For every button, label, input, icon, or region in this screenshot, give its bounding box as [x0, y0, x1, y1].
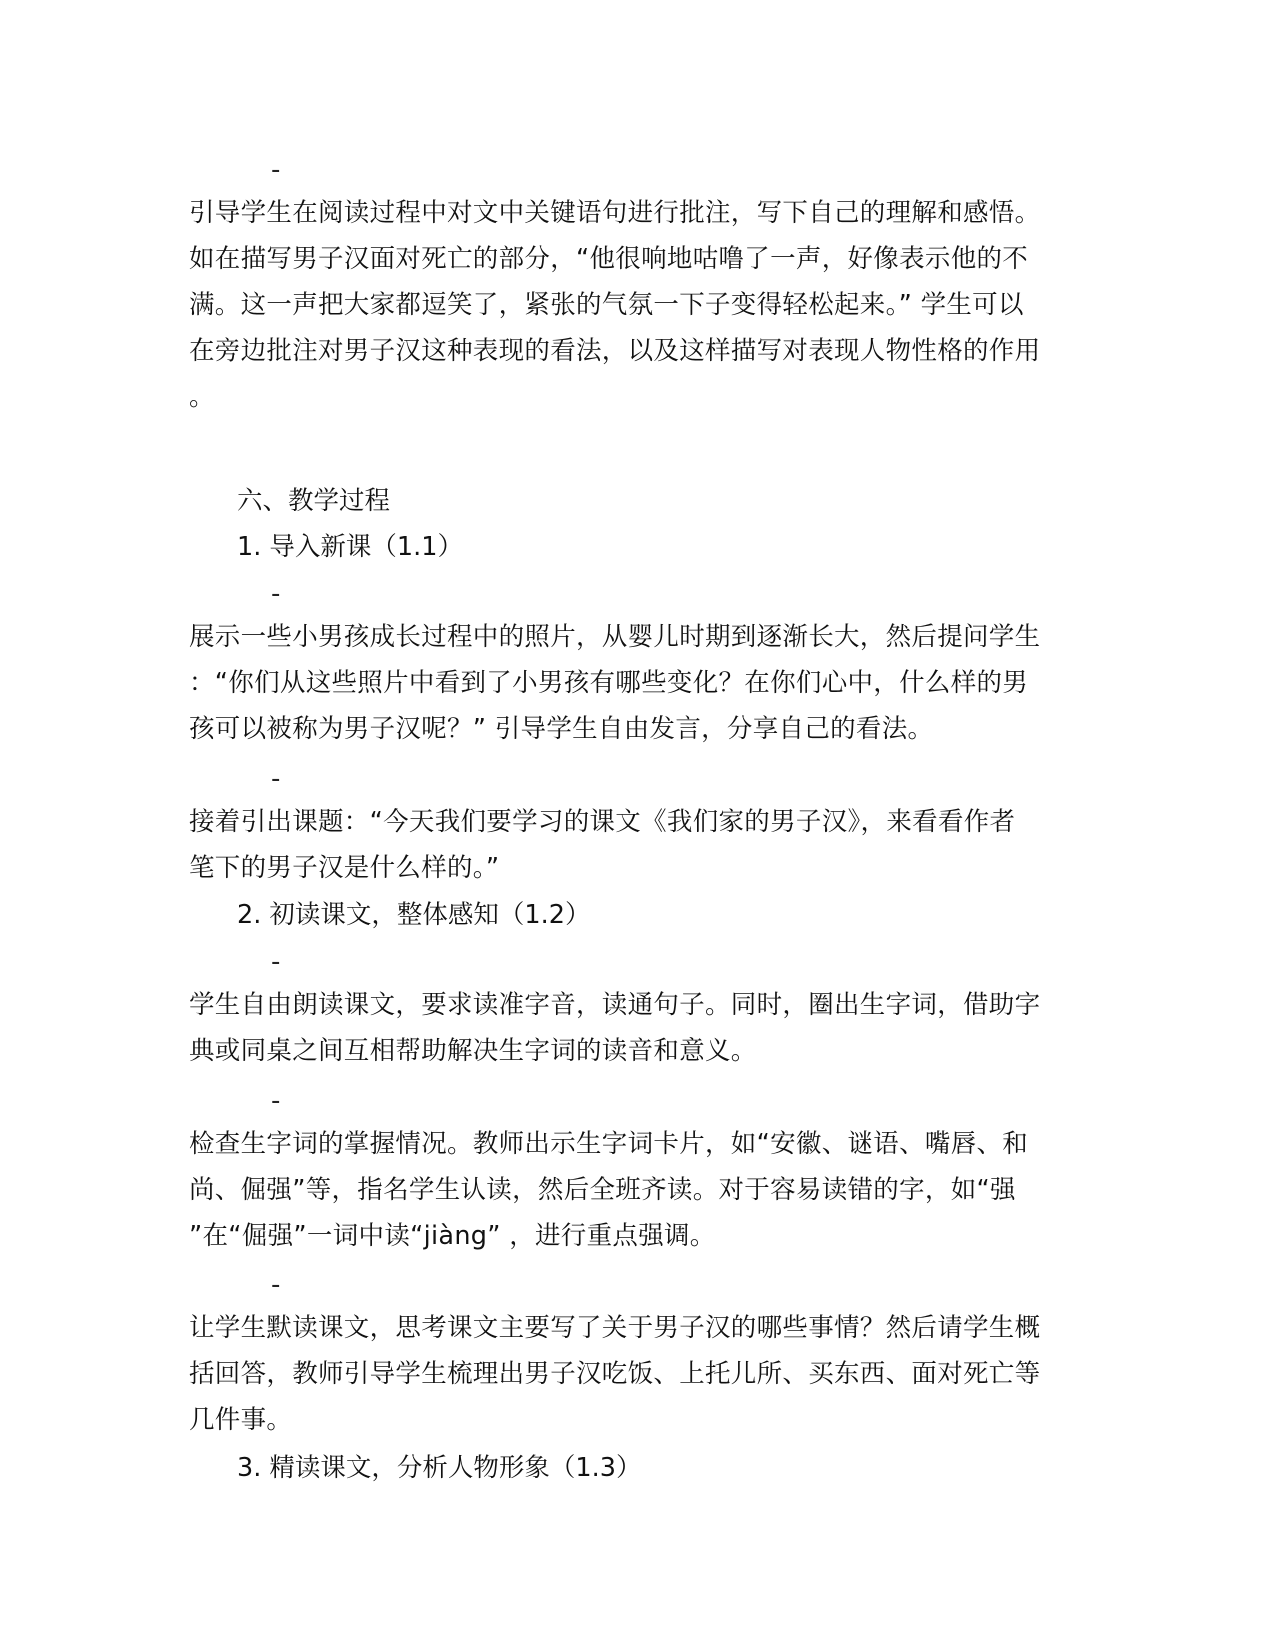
- text-line: 笔下的男子汉是什么样的。”: [189, 853, 500, 883]
- text-line: ”在“倔强”一词中读“jiàng” ，进行重点强调。: [189, 1221, 716, 1251]
- paragraph-read-aloud: [189, 982, 1089, 1074]
- text-line: 孩可以被称为男子汉呢？” 引导学生自由发言，分享自己的看法。: [189, 714, 934, 744]
- text-line: 学生自由朗读课文，要求读准字音，读通句子。同时，圈出生字词，借助字: [189, 990, 1041, 1020]
- section-heading-teaching-process: 六、教学过程: [237, 486, 391, 516]
- paragraph-annotation-guide: [189, 190, 1089, 420]
- text-line: 让学生默读课文，思考课文主要写了关于男子汉的哪些事情？然后请学生概: [189, 1313, 1041, 1343]
- text-line: 接着引出课题：“今天我们要学习的课文《我们家的男子汉》，来看看作者: [189, 807, 1016, 837]
- text-line: 尚、倔强”等，指名学生认读，然后全班齐读。对于容易读错的字，如“强: [189, 1175, 1016, 1205]
- text-line: 在旁边批注对男子汉这种表现的看法，以及这样描写对表现人物性格的作用: [189, 336, 1041, 366]
- text-line: 几件事。: [189, 1405, 293, 1435]
- paragraph-silent-reading: [189, 1305, 1089, 1443]
- text-line: ：“你们从这些照片中看到了小男孩有哪些变化？在你们心中，什么样的男: [189, 668, 1029, 698]
- text-line: 引导学生在阅读过程中对文中关键语句进行批注，写下自己的理解和感悟。: [189, 198, 1041, 228]
- text-line: 如在描写男子汉面对死亡的部分，“他很响地咕噜了一声，好像表示他的不: [189, 244, 1029, 274]
- dash-marker: -: [271, 764, 281, 794]
- paragraph-vocab-check: [189, 1121, 1089, 1259]
- text-line: 括回答，教师引导学生梳理出男子汉吃饭、上托儿所、买东西、面对死亡等: [189, 1359, 1041, 1389]
- text-line: 展示一些小男孩成长过程中的照片，从婴儿时期到逐渐长大，然后提问学生: [189, 622, 1041, 652]
- text-line: 检查生字词的掌握情况。教师出示生字词卡片，如“安徽、谜语、嘴唇、和: [189, 1129, 1029, 1159]
- dash-marker: -: [271, 155, 281, 185]
- text-line: 。: [189, 382, 215, 412]
- subheading-close-reading: 3. 精读课文，分析人物形象（1.3）: [237, 1453, 642, 1483]
- dash-marker: -: [271, 579, 281, 609]
- paragraph-photos: [189, 614, 1089, 752]
- subheading-intro: 1. 导入新课（1.1）: [237, 532, 463, 562]
- dash-marker: -: [271, 1086, 281, 1116]
- dash-marker: -: [271, 947, 281, 977]
- paragraph-title-intro: [189, 799, 1089, 891]
- subheading-first-reading: 2. 初读课文，整体感知（1.2）: [237, 900, 591, 930]
- text-line: 满。这一声把大家都逗笑了，紧张的气氛一下子变得轻松起来。” 学生可以: [189, 290, 1024, 320]
- text-line: 典或同桌之间互相帮助解决生字词的读音和意义。: [189, 1036, 757, 1066]
- dash-marker: -: [271, 1270, 281, 1300]
